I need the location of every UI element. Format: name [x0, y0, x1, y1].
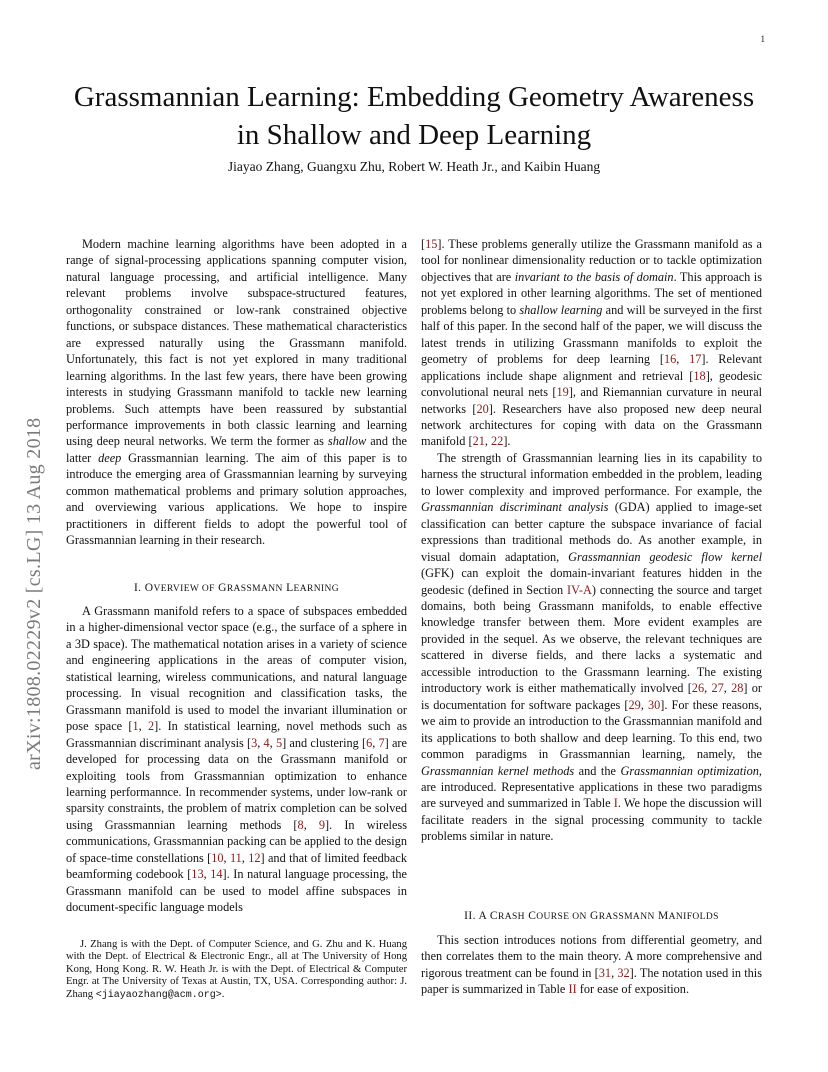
section-1-paragraph: A Grassmann manifold refers to a space of subspaces embedded in a higher-dimensional vector space (e.g., the surface of a sphere in a 3D space). The mathematical notation arises in a variety of science and engineering applications in the areas of computer vision, statistical learning, wireless communications, and natural language processing. In visual recognition and classification tasks, the Grassmann manifold is used to model the invariant illumination or pose space [1, 2]. In statistical learning, novel methods such as Grassmannian discriminant analysis [3, 4, 5] and clustering [6, 7] are developed for processing data on the Grassmann manifold or exploiting tools from Grassmannian optimization to enhance learning performannce. In recommender systems, under low-rank or sparsity constraints, the problem of matrix completion can be solved using Grassmannian learning methods [8, 9]. In wireless communications, Grassmannian packing can be applied to the design of space-time constellations [10, 11, 12] and that of limited feedback beamforming codebook [13, 14]. In natural language processing, the Grassmann manifold can be used to model affine subspaces in document-specific language models	[66, 604, 408, 915]
page-number: 1	[760, 34, 765, 44]
right-column	[421, 236, 762, 845]
section-2-body	[421, 932, 762, 998]
right-paragraph-2: The strength of Grassmannian learning lies in its capability to harness the structural information embedded in the problem, leading to lower complexity and improved performance. For example, the Grassmannian discriminant analysis (GDA) applied to image-set classification can better capture the subspace invariance of facial expressions than traditional methods do. As another example, in visual domain adaptation, Grassmannian geodesic flow kernel (GFK) can exploit the domain-invariant features hidden in the geodesic (defined in Section IV-A) connecting the source and target domains, both being Grassmann manifolds, to enable effective knowledge transfer between them. More evident examples are provided in the sequel. As we observe, the relevant techniques are scattered in diverse fields, and there lacks a systematic and accessible introduction to the Grassmann learning. The existing introductory work is either mathematically involved [26, 27, 28] or is documentation for software packages [29, 30]. For these reasons, we aim to provide an introduction to the Grassmannian manifold and its applications to both shallow and deep learning. To this end, two common paradigms in Grassmannian learning, namely, the Grassmannian kernel methods and the Grassmannian optimization, are introduced. Representative applications in these two paradigms are surveyed and summarized in Table I. We hope the discussion will facilitate readers in the signal processing community to tackle problems similar in nature.	[421, 450, 762, 844]
author-list: Jiayao Zhang, Guangxu Zhu, Robert W. Heath Jr., and Kaibin Huang	[227, 159, 601, 174]
author-footnote: J. Zhang is with the Dept. of Computer Science, and G. Zhu and K. Huang with the Dept. of Electrical & Electronic Engr., all at The University of Hong Kong, Hong Kong. R. W. Heath Jr. is with the Dept. of Electrical & Computer Engr. at The University of Texas at Austin, TX, USA. Corresponding author: J. Zhang <jiayaozhang@acm.org>.	[66, 939, 407, 1001]
paper-title: Grassmannian Learning: Embedding Geometry Awareness in Shallow and Deep Learning	[73, 81, 755, 151]
arxiv-identifier: arXiv:1808.02229v2 [cs.LG] 13 Aug 2018	[23, 417, 45, 770]
section-2-heading: II. A CRASH COURSE ON GRASSMANN MANIFOLDS	[464, 910, 719, 922]
section-2-paragraph: This section introduces notions from differential geometry, and then correlates them to the main theory. A more comprehensive and rigorous treatment can be found in [31, 32]. The notation used in this paper is summarized in Table II for ease of exposition.	[421, 933, 762, 997]
section-1-body	[66, 603, 407, 916]
footnote-text: J. Zhang is with the Dept. of Computer Science, and G. Zhu and K. Huang with the Dept. of Electrical & Electronic Engr., all at The University of Hong Kong, Hong Kong. R. W. Heath Jr. is with the Dept. of Electrical & Computer Engr. at The University of Texas at Austin, TX, USA. Corresponding author: J. Zhang	[66, 939, 407, 1000]
right-paragraph-1: [15]. These problems generally utilize the Grassmann manifold as a tool for nonlinear dimensionality reduction or to tackle optimization objectives that are invariant to the basis of domain. This approach is not yet explored in other learning algorithms. The set of mentioned problems belong to shallow learning and will be surveyed in the first half of this paper. In the second half of the paper, we will discuss the latest trends in utilizing Grassmann manifolds to exploit the geometry of problems for deep learning [16, 17]. Relevant applications include shape alignment and retrieval [18], geodesic convolutional neural nets [19], and Riemannian curvature in neural networks [20]. Researchers have also proposed new deep neural network architectures for coping with data on the Grassmann manifold [21, 22].	[421, 237, 763, 449]
section-1-heading: I. OVERVIEW OF GRASSMANN LEARNING	[133, 582, 340, 594]
abstract-text: Modern machine learning algorithms have been adopted in a range of signal-processing applications spanning computer vision, natural language processing, and artificial intelligence. Many relevant problems involve subspace-structured features, orthogonality constrained or low-rank constrained objective functions, or subspace distances. These mathematical characteristics are expressed naturally using the Grassmann manifold. Unfortunately, this fact is not yet explored in many traditional learning algorithms. In the last few years, there have been growing interests in studying Grassmann manifold to tackle new learning problems. Such attempts have been reassured by substantial performance improvements in both classic learning and learning using deep neural networks. We term the former as shallow and the latter deep Grassmannian learning. The aim of this paper is to introduce the emerging area of Grassmannian learning by surveying common mathematical problems and primary solution approaches, and overviewing various applications. We hope to inspire practitioners in different fields to adopt the powerful tool of Grassmannian learning in their research.	[66, 237, 407, 548]
abstract	[66, 236, 407, 549]
footnote-email: <jiayaozhang@acm.org>	[95, 989, 222, 1001]
